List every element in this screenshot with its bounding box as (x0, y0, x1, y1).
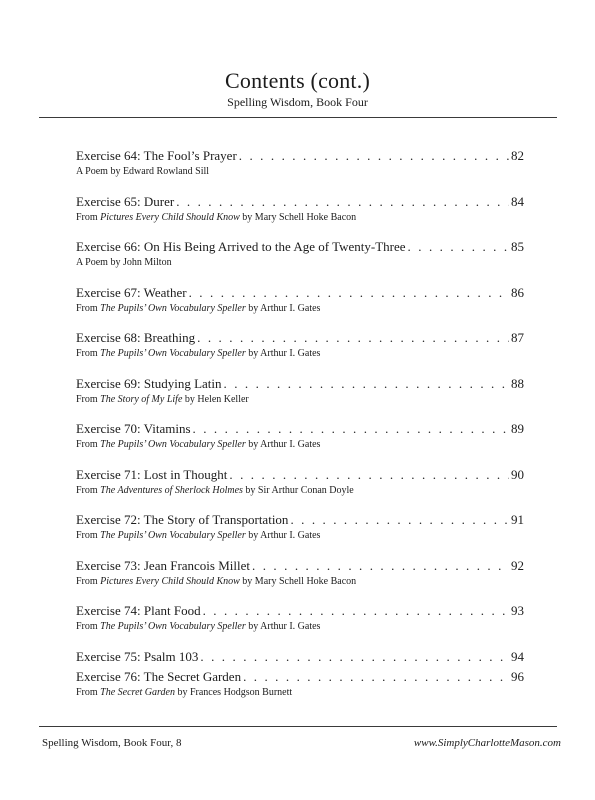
toc-line (76, 511, 524, 528)
source-attribution (76, 438, 524, 451)
toc-entry (76, 466, 524, 497)
page-number: 82 (511, 148, 524, 163)
toc-line (76, 420, 524, 437)
page-number: 92 (511, 557, 524, 573)
exercise-title: Exercise 75: Psalm 103 (76, 648, 199, 664)
dot-leader (197, 329, 509, 346)
toc-line (76, 193, 524, 210)
exercise-title: Exercise 73: Jean Francois Millet (76, 557, 251, 573)
source-author: by Frances Hodgson Burnett (174, 686, 293, 698)
toc-entry (76, 668, 524, 699)
source-prefix: From (76, 530, 101, 541)
source-work-title: The Pupils’ Own Vocabulary Speller (100, 530, 246, 541)
exercise-title: Exercise 69: Studying Latin (76, 375, 222, 391)
dot-leader (193, 420, 509, 437)
toc-entry (76, 375, 524, 406)
source-attribution (76, 256, 524, 269)
footer-book-page: Spelling Wisdom, Book Four, 8 (42, 737, 182, 749)
source-attribution (76, 529, 524, 542)
source-author: by Arthur I. Gates (245, 621, 321, 632)
source-prefix: A Poem by John Milton (76, 257, 172, 268)
dot-leader (176, 193, 509, 210)
source-prefix: From (76, 302, 101, 314)
source-prefix: From (76, 348, 101, 359)
toc-line (76, 329, 524, 346)
source-prefix: From (76, 621, 101, 632)
source-attribution (76, 211, 524, 224)
source-work-title: Pictures Every Child Should Know (100, 575, 240, 587)
dot-leader (224, 375, 509, 392)
toc-entry (76, 602, 524, 633)
toc-entry (76, 557, 524, 588)
source-attribution (76, 302, 524, 315)
toc-entry (76, 511, 524, 542)
exercise-title: Exercise 70: Vitamins (76, 421, 191, 436)
source-prefix: A Poem by Edward Rowland Sill (76, 166, 210, 177)
source-author: by Arthur I. Gates (245, 348, 321, 359)
page-number: 85 (511, 239, 524, 254)
header-rule (39, 117, 557, 118)
exercise-title: Exercise 66: On His Being Arrived to the Age of Twenty-Three (76, 239, 406, 254)
source-prefix: From (76, 575, 101, 587)
footer-rule (39, 726, 557, 727)
toc-entry (76, 193, 524, 224)
source-author: by Mary Schell Hoke Bacon (239, 575, 357, 587)
toc-line (76, 147, 524, 164)
source-author: by Arthur I. Gates (245, 530, 321, 541)
page-footer (42, 737, 561, 750)
source-author: by Mary Schell Hoke Bacon (239, 211, 357, 223)
page-number: 93 (511, 603, 524, 618)
dot-leader (189, 284, 509, 301)
source-attribution (76, 484, 524, 497)
toc-line (76, 375, 524, 392)
source-author: by Helen Keller (182, 393, 249, 405)
toc-line (76, 668, 524, 685)
page-number: 90 (511, 466, 524, 482)
toc-entry (76, 147, 524, 178)
footer-website-url: www.SimplyCharlotteMason.com (413, 737, 561, 749)
exercise-title: Exercise 64: The Fool’s Prayer (76, 148, 237, 163)
toc-line (76, 466, 524, 483)
dot-leader (408, 238, 509, 255)
toc-entry (76, 329, 524, 360)
toc-line (76, 284, 524, 301)
toc-entry (76, 238, 524, 269)
source-work-title: The Pupils’ Own Vocabulary Speller (100, 439, 246, 450)
exercise-title: Exercise 72: The Story of Transportation (76, 512, 289, 527)
dot-leader (229, 466, 509, 483)
source-prefix: From (76, 211, 101, 223)
source-work-title: Pictures Every Child Should Know (100, 211, 240, 223)
source-work-title: The Pupils’ Own Vocabulary Speller (100, 348, 246, 359)
source-prefix: From (76, 686, 101, 698)
source-prefix: From (76, 439, 101, 450)
dot-leader (203, 602, 509, 619)
source-attribution (76, 575, 524, 588)
source-author: by Sir Arthur Conan Doyle (242, 484, 354, 496)
exercise-title: Exercise 68: Breathing (76, 330, 196, 345)
source-author: by Arthur I. Gates (245, 439, 321, 450)
source-attribution (76, 620, 524, 633)
exercise-title: Exercise 65: Durer (76, 193, 175, 209)
page-subtitle: Spelling Wisdom, Book Four (227, 95, 368, 109)
page-number: 86 (511, 284, 524, 300)
source-attribution (76, 686, 524, 699)
toc-line (76, 602, 524, 619)
toc-entry (76, 284, 524, 315)
dot-leader (252, 557, 509, 574)
source-attribution (76, 393, 524, 406)
source-attribution (76, 347, 524, 360)
page-header (0, 68, 595, 109)
toc-line (76, 238, 524, 255)
source-work-title: The Pupils’ Own Vocabulary Speller (100, 621, 246, 632)
source-work-title: The Pupils’ Own Vocabulary Speller (100, 302, 246, 314)
page-number: 87 (511, 330, 524, 345)
exercise-title: Exercise 67: Weather (76, 284, 187, 300)
dot-leader (200, 648, 509, 665)
source-prefix: From (76, 393, 101, 405)
source-attribution (76, 165, 524, 178)
dot-leader (243, 668, 509, 685)
dot-leader (290, 511, 509, 528)
exercise-title: Exercise 71: Lost in Thought (76, 466, 228, 482)
page-number: 84 (511, 193, 524, 209)
exercise-title: Exercise 76: The Secret Garden (76, 668, 242, 684)
dot-leader (239, 147, 509, 164)
page-title: Contents (cont.) (225, 68, 370, 93)
source-work-title: The Adventures of Sherlock Holmes (100, 484, 243, 496)
page-number: 88 (511, 375, 524, 391)
toc-entry (76, 648, 524, 665)
source-work-title: The Story of My Life (100, 393, 183, 405)
page-number: 96 (511, 668, 524, 684)
page-number: 89 (511, 421, 524, 436)
exercise-title: Exercise 74: Plant Food (76, 603, 201, 618)
page-number: 91 (511, 512, 524, 527)
source-work-title: The Secret Garden (100, 686, 175, 698)
source-author: by Arthur I. Gates (245, 302, 321, 314)
toc-line (76, 648, 524, 665)
table-of-contents (76, 147, 524, 699)
page-number: 94 (511, 648, 524, 664)
toc-entry (76, 420, 524, 451)
toc-line (76, 557, 524, 574)
source-prefix: From (76, 484, 101, 496)
